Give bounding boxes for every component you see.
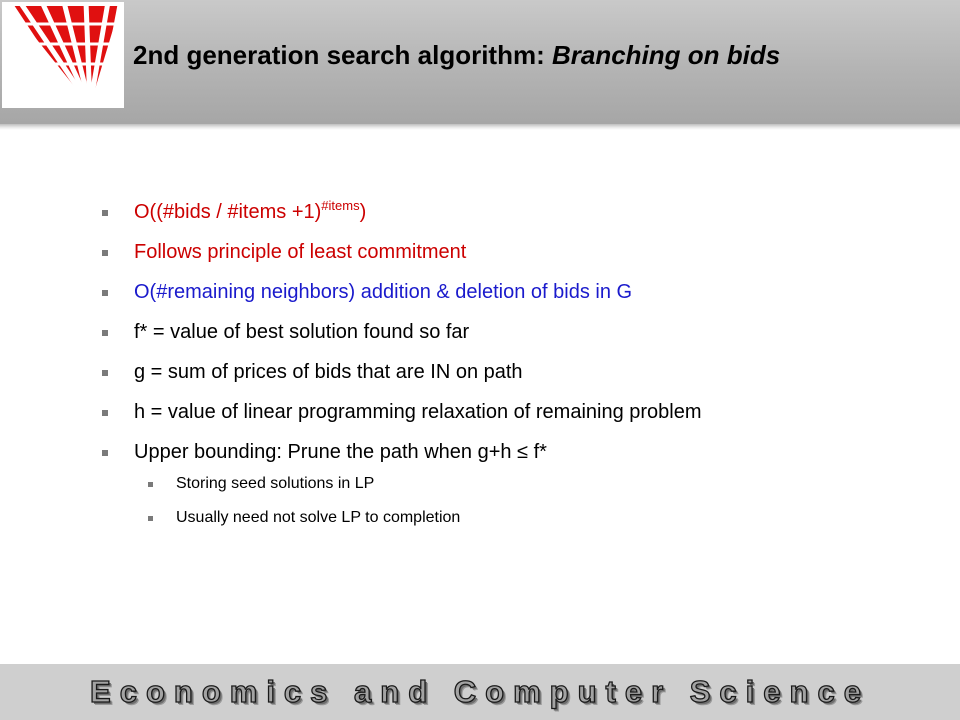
least-commitment-text: Follows principle of least commitment	[134, 241, 467, 263]
bullet-square-icon	[102, 210, 108, 216]
sub-bullet-square-icon	[148, 482, 153, 487]
title-emphasis: Branching on bids	[551, 40, 781, 70]
complexity-exponent: #items	[321, 198, 360, 213]
bullet-square-icon	[102, 290, 108, 296]
bullet-graph-ops	[100, 280, 820, 304]
g-def-text: g = sum of prices of bids that are IN on path	[134, 361, 523, 383]
bullet-h-def	[100, 400, 820, 424]
complexity-close: )	[359, 201, 367, 223]
bullet-g-def	[100, 360, 820, 384]
complexity-base: O((#bids / #items +1)	[134, 201, 322, 223]
sub-bullet-lp-completion	[134, 508, 820, 528]
sub-bullet-square-icon	[148, 516, 153, 521]
bullet-upper-bounding	[100, 440, 820, 528]
title-main: 2nd generation search algorithm:	[133, 40, 552, 70]
header-shadow	[0, 124, 960, 130]
logo-graphic	[2, 2, 124, 108]
bullet-f-star	[100, 320, 820, 344]
sub-bullet-seed-solutions	[134, 474, 820, 494]
footer-title: Economics and Computer Science	[90, 674, 870, 709]
upper-bounding-text: Upper bounding: Prune the path when g+h ≤ f*	[134, 441, 547, 463]
bullet-square-icon	[102, 450, 108, 456]
lp-completion-text: Usually need not solve LP to completion	[176, 509, 461, 526]
f-star-text: f* = value of best solution found so far	[134, 321, 470, 343]
sub-bullet-list	[134, 474, 820, 528]
bullet-complexity	[100, 200, 820, 224]
bullet-list	[100, 200, 820, 544]
slide-title	[133, 40, 948, 71]
bullet-square-icon	[102, 410, 108, 416]
graph-ops-text: O(#remaining neighbors) addition & deletion of bids in G	[134, 281, 633, 303]
university-logo	[2, 2, 124, 108]
h-def-text: h = value of linear programming relaxation of remaining problem	[134, 401, 702, 423]
bullet-square-icon	[102, 250, 108, 256]
bullet-square-icon	[102, 330, 108, 336]
bullet-least-commitment	[100, 240, 820, 264]
bullet-square-icon	[102, 370, 108, 376]
seed-solutions-text: Storing seed solutions in LP	[176, 475, 375, 492]
